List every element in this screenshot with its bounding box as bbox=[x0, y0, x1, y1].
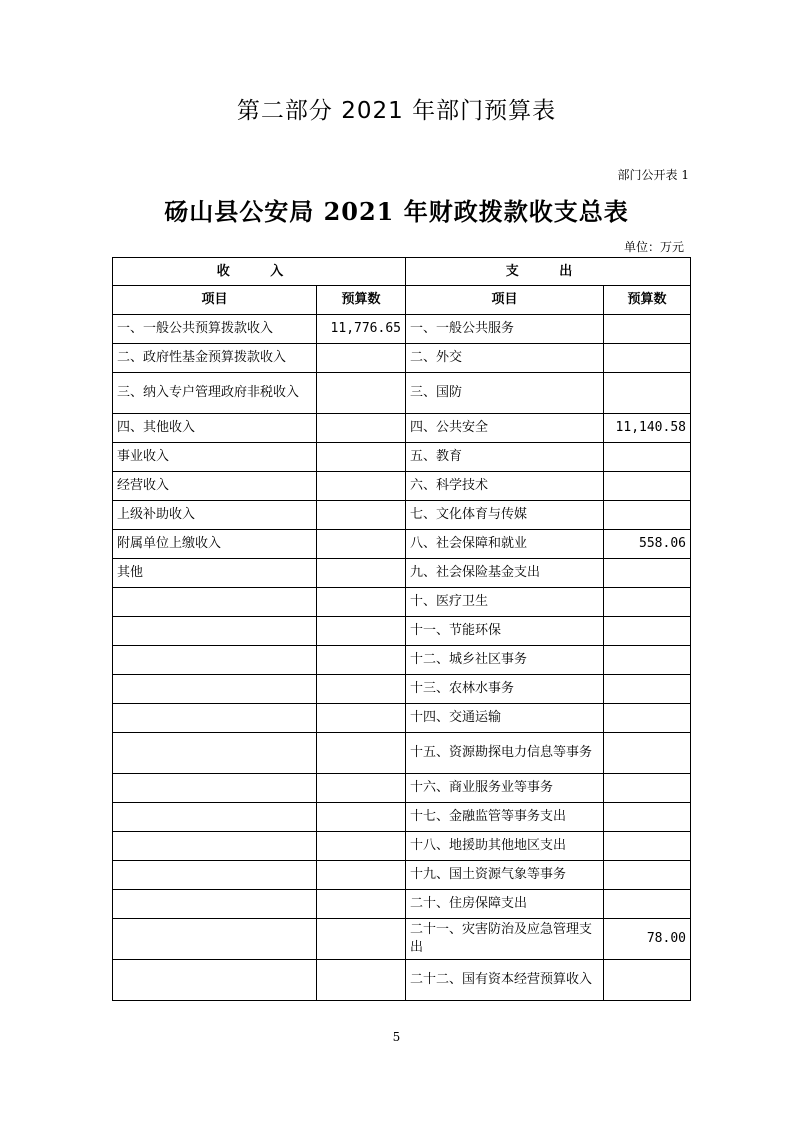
expense-item: 十二、城乡社区事务 bbox=[406, 646, 604, 675]
expense-item: 十四、交通运输 bbox=[406, 704, 604, 733]
income-item bbox=[113, 774, 317, 803]
expense-amount bbox=[604, 443, 691, 472]
expense-item: 十九、国土资源气象等事务 bbox=[406, 861, 604, 890]
table-row bbox=[113, 919, 691, 960]
income-header: 收 入 bbox=[113, 258, 406, 286]
expense-amount bbox=[604, 960, 691, 1001]
expense-item: 七、文化体育与传媒 bbox=[406, 501, 604, 530]
income-amount bbox=[317, 617, 406, 646]
budget-table bbox=[112, 257, 691, 1001]
expense-amount bbox=[604, 588, 691, 617]
expense-item: 二十一、灾害防治及应急管理支出 bbox=[406, 919, 604, 960]
table-row bbox=[113, 960, 691, 1001]
income-amount bbox=[317, 861, 406, 890]
income-amount: 11,776.65 bbox=[317, 315, 406, 344]
table-row bbox=[113, 414, 691, 443]
income-item: 附属单位上缴收入 bbox=[113, 530, 317, 559]
table-row bbox=[113, 675, 691, 704]
expense-amount bbox=[604, 704, 691, 733]
table-row bbox=[113, 832, 691, 861]
expense-amount bbox=[604, 890, 691, 919]
expense-item: 一、一般公共服务 bbox=[406, 315, 604, 344]
income-item bbox=[113, 832, 317, 861]
income-amount bbox=[317, 832, 406, 861]
table-row bbox=[113, 704, 691, 733]
expense-amount bbox=[604, 774, 691, 803]
expense-item: 十一、节能环保 bbox=[406, 617, 604, 646]
income-item: 一、一般公共预算拨款收入 bbox=[113, 315, 317, 344]
income-amount bbox=[317, 733, 406, 774]
income-amount bbox=[317, 774, 406, 803]
income-amount bbox=[317, 501, 406, 530]
expense-amount bbox=[604, 472, 691, 501]
expense-item: 十七、金融监管等事务支出 bbox=[406, 803, 604, 832]
income-amount bbox=[317, 443, 406, 472]
table-row bbox=[113, 733, 691, 774]
income-amount bbox=[317, 373, 406, 414]
income-item: 四、其他收入 bbox=[113, 414, 317, 443]
income-item: 上级补助收入 bbox=[113, 501, 317, 530]
expense-item: 二十二、国有资本经营预算收入 bbox=[406, 960, 604, 1001]
expense-amount bbox=[604, 832, 691, 861]
income-amount bbox=[317, 559, 406, 588]
page-title: 砀山县公安局 2021 年财政拨款收支总表 bbox=[164, 197, 629, 226]
expense-amount bbox=[604, 344, 691, 373]
income-item: 其他 bbox=[113, 559, 317, 588]
income-amount-col-header: 预算数 bbox=[317, 286, 406, 315]
expense-item: 六、科学技术 bbox=[406, 472, 604, 501]
income-amount bbox=[317, 675, 406, 704]
expense-amount bbox=[604, 675, 691, 704]
expense-item: 五、教育 bbox=[406, 443, 604, 472]
table-row bbox=[113, 588, 691, 617]
table-row bbox=[113, 530, 691, 559]
income-amount bbox=[317, 646, 406, 675]
income-item bbox=[113, 675, 317, 704]
expense-item: 二、外交 bbox=[406, 344, 604, 373]
expense-amount bbox=[604, 315, 691, 344]
table-row bbox=[113, 443, 691, 472]
expense-item: 十六、商业服务业等事务 bbox=[406, 774, 604, 803]
income-amount bbox=[317, 919, 406, 960]
income-amount bbox=[317, 960, 406, 1001]
income-amount bbox=[317, 704, 406, 733]
expense-amount bbox=[604, 733, 691, 774]
table-row bbox=[113, 646, 691, 675]
table-row bbox=[113, 890, 691, 919]
table-row bbox=[113, 559, 691, 588]
expense-item: 十三、农林水事务 bbox=[406, 675, 604, 704]
income-item bbox=[113, 890, 317, 919]
expense-amount bbox=[604, 861, 691, 890]
table-row bbox=[113, 472, 691, 501]
expense-amount bbox=[604, 646, 691, 675]
income-item bbox=[113, 617, 317, 646]
income-amount bbox=[317, 588, 406, 617]
table-row bbox=[113, 774, 691, 803]
income-amount bbox=[317, 414, 406, 443]
part-title: 第二部分 2021 年部门预算表 bbox=[236, 98, 557, 124]
expense-item: 九、社会保险基金支出 bbox=[406, 559, 604, 588]
expense-item: 十、医疗卫生 bbox=[406, 588, 604, 617]
income-item bbox=[113, 733, 317, 774]
income-amount bbox=[317, 472, 406, 501]
table-number-label: 部门公开表 1 bbox=[617, 168, 689, 182]
income-amount bbox=[317, 803, 406, 832]
table-row bbox=[113, 344, 691, 373]
income-item: 事业收入 bbox=[113, 443, 317, 472]
expense-header: 支 出 bbox=[406, 258, 691, 286]
income-item: 三、纳入专户管理政府非税收入 bbox=[113, 373, 317, 414]
expense-amount bbox=[604, 501, 691, 530]
expense-amount bbox=[604, 559, 691, 588]
expense-amount-col-header: 预算数 bbox=[604, 286, 691, 315]
income-amount bbox=[317, 344, 406, 373]
table-row bbox=[113, 373, 691, 414]
section-header-row bbox=[113, 258, 691, 286]
expense-item: 二十、住房保障支出 bbox=[406, 890, 604, 919]
income-item bbox=[113, 803, 317, 832]
page-number: 5 bbox=[392, 1030, 401, 1044]
expense-item: 四、公共安全 bbox=[406, 414, 604, 443]
income-item bbox=[113, 588, 317, 617]
expense-amount bbox=[604, 617, 691, 646]
income-item bbox=[113, 704, 317, 733]
table-row bbox=[113, 803, 691, 832]
income-item: 二、政府性基金预算拨款收入 bbox=[113, 344, 317, 373]
table-row bbox=[113, 315, 691, 344]
table-row bbox=[113, 501, 691, 530]
income-item: 经营收入 bbox=[113, 472, 317, 501]
table-row bbox=[113, 861, 691, 890]
expense-amount: 78.00 bbox=[604, 919, 691, 960]
income-item bbox=[113, 919, 317, 960]
income-item-col-header: 项目 bbox=[113, 286, 317, 315]
income-amount bbox=[317, 530, 406, 559]
expense-amount bbox=[604, 803, 691, 832]
table-row bbox=[113, 617, 691, 646]
expense-item: 十八、地援助其他地区支出 bbox=[406, 832, 604, 861]
unit-label: 单位：万元 bbox=[623, 240, 684, 254]
expense-item: 十五、资源勘探电力信息等事务 bbox=[406, 733, 604, 774]
expense-item: 三、国防 bbox=[406, 373, 604, 414]
income-item bbox=[113, 646, 317, 675]
expense-amount: 11,140.58 bbox=[604, 414, 691, 443]
column-header-row bbox=[113, 286, 691, 315]
income-item bbox=[113, 960, 317, 1001]
expense-item: 八、社会保障和就业 bbox=[406, 530, 604, 559]
income-amount bbox=[317, 890, 406, 919]
expense-amount bbox=[604, 373, 691, 414]
expense-item-col-header: 项目 bbox=[406, 286, 604, 315]
expense-amount: 558.06 bbox=[604, 530, 691, 559]
income-item bbox=[113, 861, 317, 890]
